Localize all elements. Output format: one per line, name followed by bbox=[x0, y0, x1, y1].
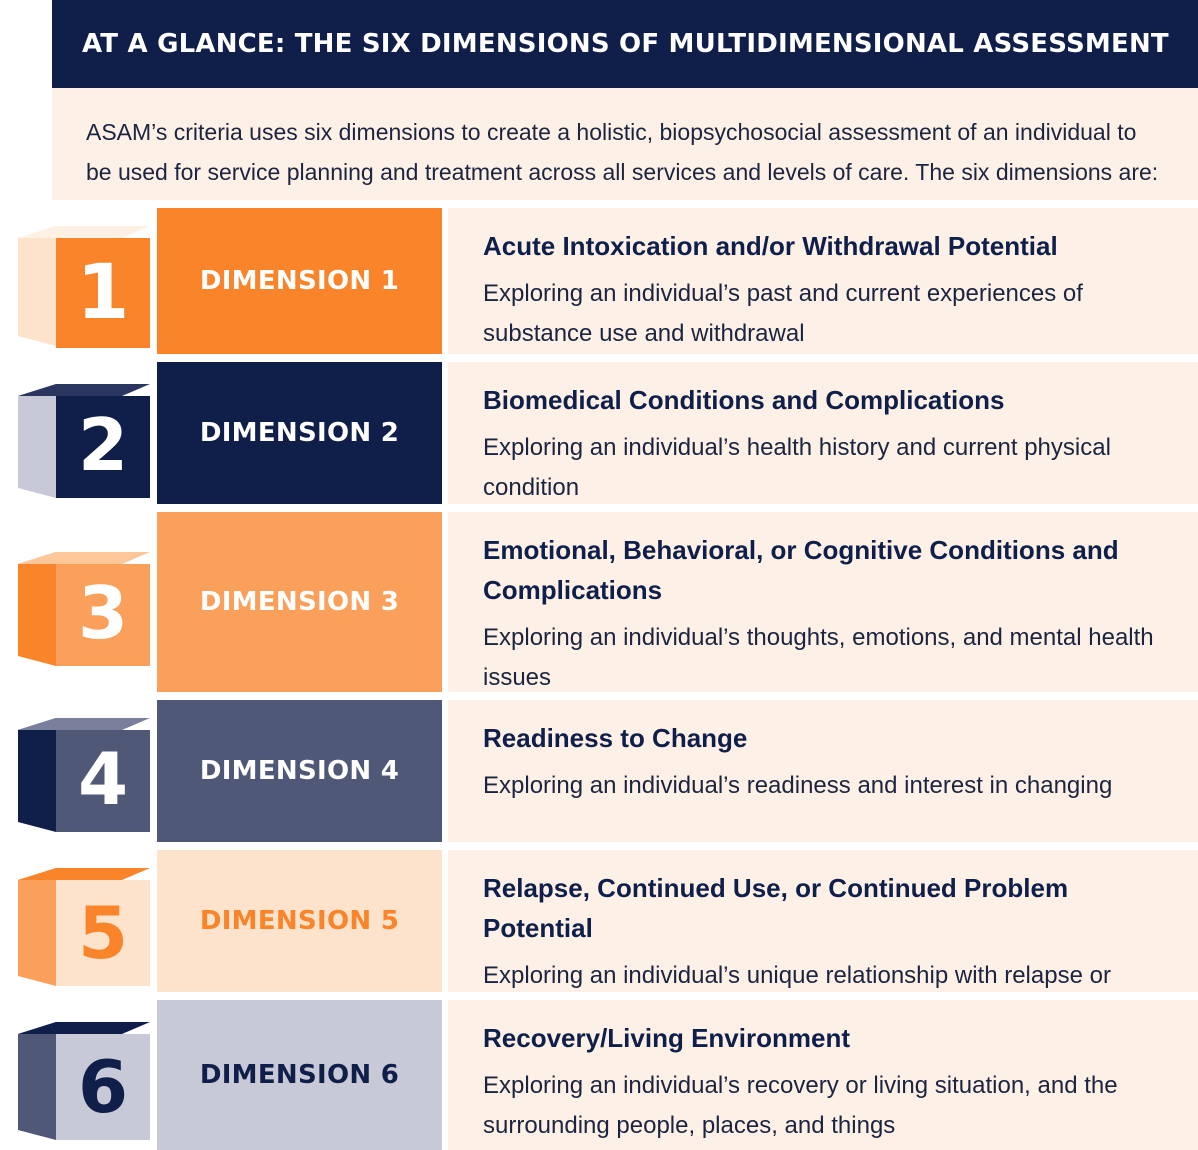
dimension-1-description-box bbox=[448, 208, 1198, 354]
dimension-5-title: Relapse, Continued Use, or Continued Problem Potential bbox=[483, 873, 1069, 943]
dimension-4-number: 4 bbox=[77, 737, 129, 821]
dimension-3-number-cube bbox=[18, 544, 150, 666]
cube-3-graphic bbox=[18, 544, 150, 666]
dimension-3-label: DIMENSION 3 bbox=[199, 587, 400, 617]
dimension-4-description-box bbox=[448, 700, 1198, 842]
dimension-6-number-cube bbox=[18, 1014, 150, 1140]
dimension-6-label: DIMENSION 6 bbox=[199, 1060, 400, 1090]
dimension-4-title: Readiness to Change bbox=[483, 723, 748, 753]
dimension-2-number: 2 bbox=[77, 403, 129, 487]
dimension-1-number: 1 bbox=[76, 247, 130, 336]
dimension-row-4 bbox=[0, 700, 1198, 842]
dimension-row-1 bbox=[0, 208, 1198, 354]
dimension-4-number-cube bbox=[18, 710, 150, 832]
page-title: AT A GLANCE: THE SIX DIMENSIONS OF MULTIDIMENSIONAL ASSESSMENT bbox=[82, 29, 1169, 59]
cube-2-graphic bbox=[18, 376, 150, 498]
cube-6-graphic bbox=[18, 1014, 150, 1140]
cube-5-graphic bbox=[18, 860, 150, 986]
dimension-5-number: 5 bbox=[77, 891, 129, 975]
dimension-3-number: 3 bbox=[77, 571, 129, 655]
dimension-6-title: Recovery/Living Environment bbox=[483, 1023, 850, 1053]
dimension-row-6 bbox=[0, 1000, 1198, 1150]
cube-1-graphic bbox=[18, 216, 150, 348]
dimension-6-label-box bbox=[157, 1000, 442, 1150]
dimension-5-label-box bbox=[157, 850, 442, 992]
dimension-5-number-cube bbox=[18, 860, 150, 986]
dimension-5-label: DIMENSION 5 bbox=[199, 906, 400, 936]
intro-text: ASAM’s criteria uses six dimensions to create a holistic, biopsychosocial assessment of an individual to be used for service planning and treatment across all services and levels of care. The six dimensions are: bbox=[86, 119, 1159, 185]
dimension-row-5 bbox=[0, 850, 1198, 992]
dimension-4-label: DIMENSION 4 bbox=[199, 756, 400, 786]
dimension-2-description: Exploring an individual’s health history and current physical condition bbox=[483, 434, 1111, 501]
dimension-3-title: Emotional, Behavioral, or Cognitive Conditions and Complications bbox=[483, 535, 1119, 605]
dimension-1-label-box bbox=[157, 208, 442, 354]
dimension-6-number: 6 bbox=[77, 1045, 129, 1129]
dimension-2-number-cube bbox=[18, 376, 150, 498]
dimension-2-description-box bbox=[448, 362, 1198, 504]
dimension-1-description: Exploring an individual’s past and current experiences of substance use and withdrawal bbox=[483, 280, 1083, 347]
page-header bbox=[52, 0, 1198, 88]
dimension-2-label-box bbox=[157, 362, 442, 504]
intro-panel bbox=[52, 88, 1198, 200]
dimension-row-2 bbox=[0, 362, 1198, 504]
dimension-6-description-box bbox=[448, 1000, 1198, 1150]
dimension-4-description: Exploring an individual’s readiness and interest in changing bbox=[483, 772, 1113, 799]
dimension-6-description: Exploring an individual’s recovery or living situation, and the surrounding people, places, and things bbox=[483, 1072, 1118, 1139]
dimension-3-label-box bbox=[157, 512, 442, 692]
dimension-3-description: Exploring an individual’s thoughts, emotions, and mental health issues bbox=[483, 624, 1154, 691]
dimension-1-number-cube bbox=[18, 216, 150, 348]
dimension-3-description-box bbox=[448, 512, 1198, 692]
dimension-1-title: Acute Intoxication and/or Withdrawal Potential bbox=[483, 231, 1058, 261]
dimension-2-label: DIMENSION 2 bbox=[199, 418, 400, 448]
dimension-4-label-box bbox=[157, 700, 442, 842]
dimension-2-title: Biomedical Conditions and Complications bbox=[483, 385, 1005, 415]
dimension-row-3 bbox=[0, 512, 1198, 692]
cube-4-graphic bbox=[18, 710, 150, 832]
dimension-1-label: DIMENSION 1 bbox=[199, 266, 400, 296]
dimension-5-description: Exploring an individual’s unique relationship with relapse or bbox=[483, 962, 1111, 989]
dimension-5-description-box bbox=[448, 850, 1198, 992]
